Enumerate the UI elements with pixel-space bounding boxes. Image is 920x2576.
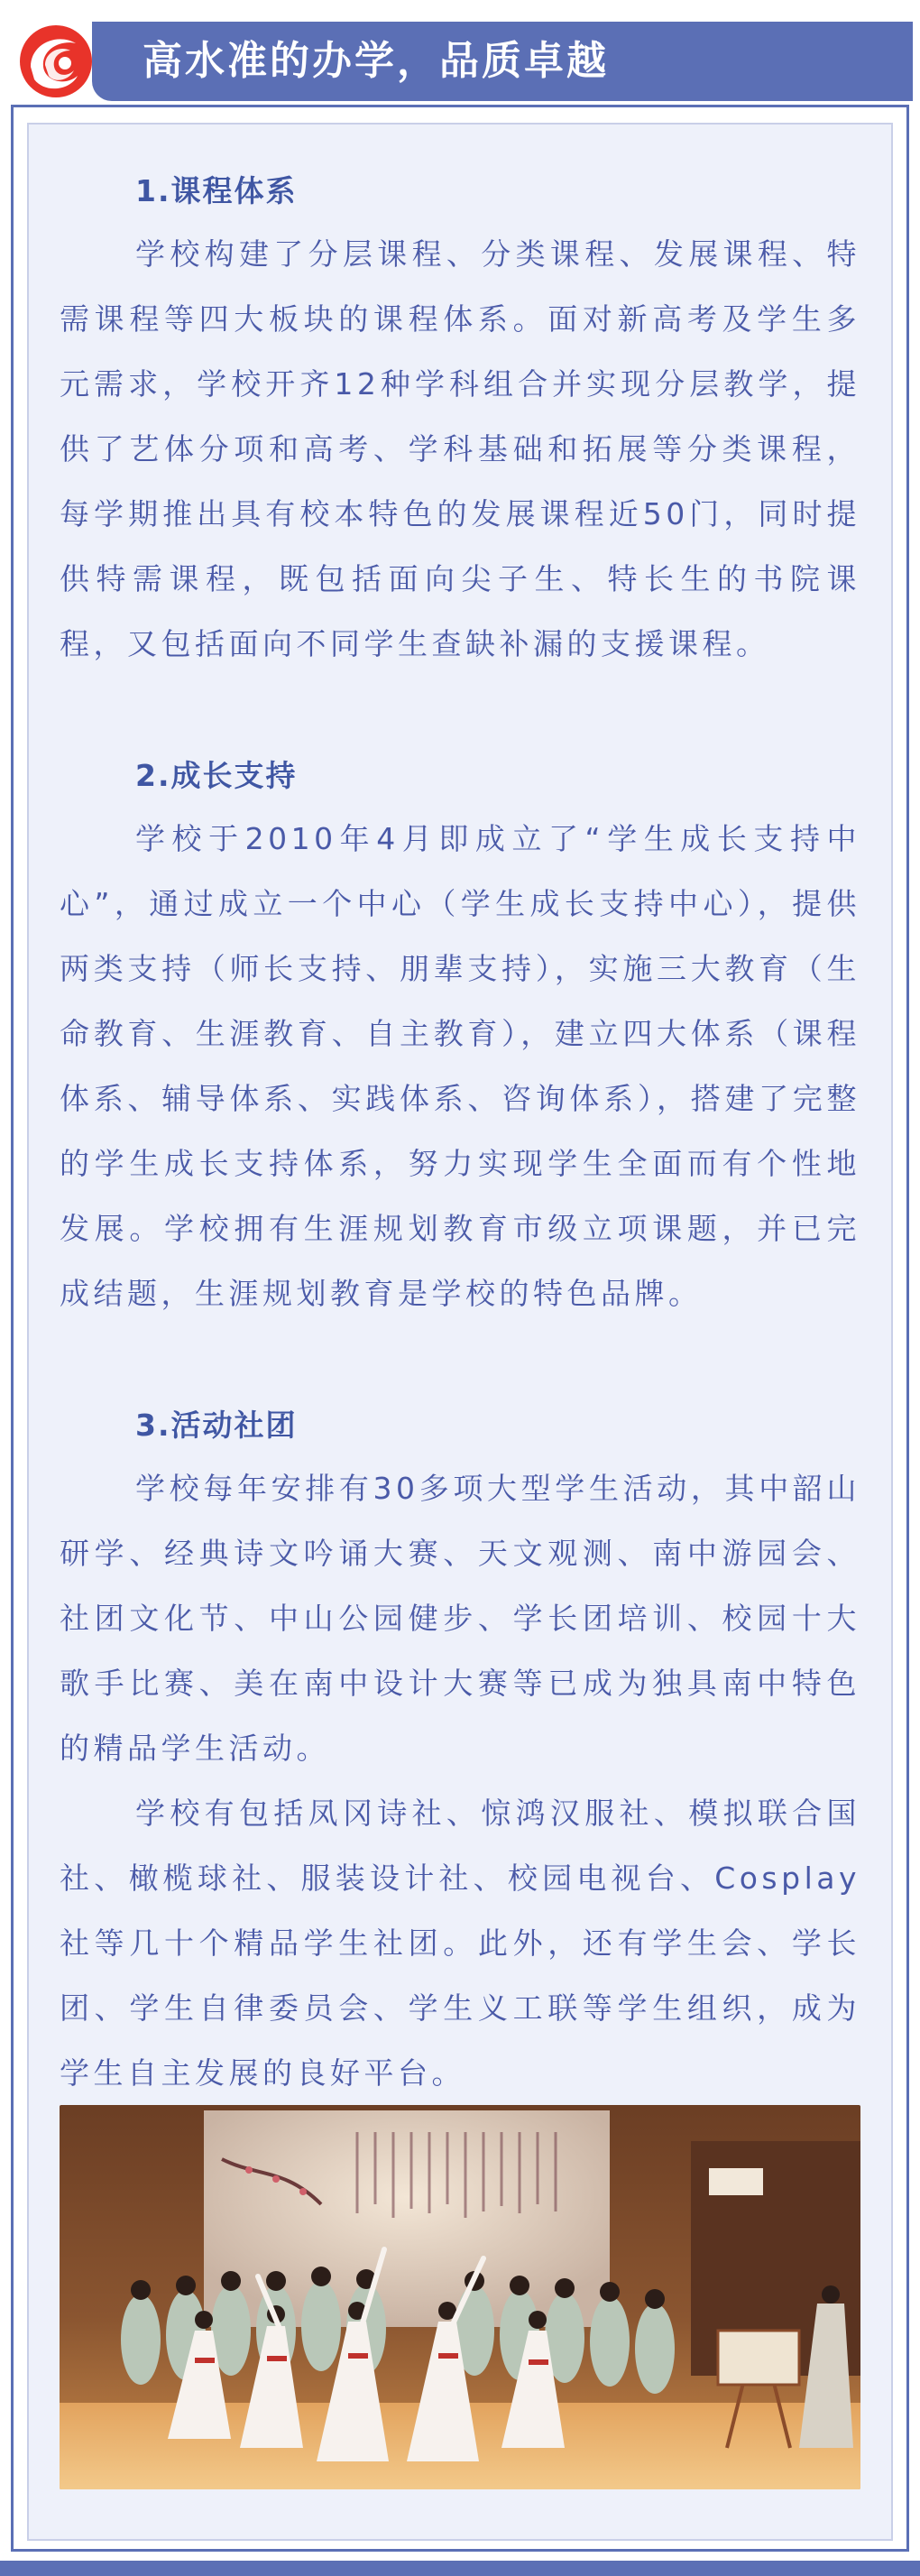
paragraph-curriculum: 学校构建了分层课程、分类课程、发展课程、特需课程等四大板块的课程体系。面对新高考及学生多元需求，学校开齐12种学科组合并实现分层教学，提供了艺体分项和高考、学科基础和拓展等分类课程，每学期推出具有校本特色的发展课程近50门，同时提供特需课程，既包括面向尖子生、特长生的书院课程，又包括面向不同学生查缺补漏的支援课程。 [60, 236, 860, 661]
stage-performance-photo-icon [60, 2105, 860, 2489]
section-heading-growth-support: 2.成长支持 [135, 758, 298, 793]
bottom-bar [0, 2561, 920, 2576]
paragraph-clubs: 学校有包括凤冈诗社、惊鸿汉服社、模拟联合国社、橄榄球社、服装设计社、校园电视台、Cosplay社等几十个精品学生社团。此外，还有学生会、学长团、学生自律委员会、学生义工联等学生组织，成为学生自主发展的良好平台。 [60, 1796, 860, 2091]
section-heading-curriculum: 1.课程体系 [135, 173, 298, 208]
paragraph-activities: 学校每年安排有30多项大型学生活动，其中韶山研学、经典诗文吟诵大赛、天文观测、南中游园会、社团文化节、中山公园健步、学长团培训、校园十大歌手比赛、美在南中设计大赛等已成为独具南中特色的精品学生活动。 [60, 1471, 860, 1766]
red-swirl-logo-icon [18, 23, 94, 99]
paragraph-growth-support: 学校于2010年4月即成立了“学生成长支持中心”，通过成立一个中心（学生成长支持中心），提供两类支持（师长支持、朋辈支持），实施三大教育（生命教育、生涯教育、自主教育），建立四大体系（课程体系、辅导体系、实践体系、咨询体系），搭建了完整的学生成长支持体系，努力实现学生全面而有个性地发展。学校拥有生涯规划教育市级立项课题，并已完成结题，生涯规划教育是学校的特色品牌。 [60, 821, 860, 1311]
page-title: 高水准的办学，品质卓越 [143, 38, 609, 84]
section-heading-activities-clubs: 3.活动社团 [135, 1408, 298, 1443]
